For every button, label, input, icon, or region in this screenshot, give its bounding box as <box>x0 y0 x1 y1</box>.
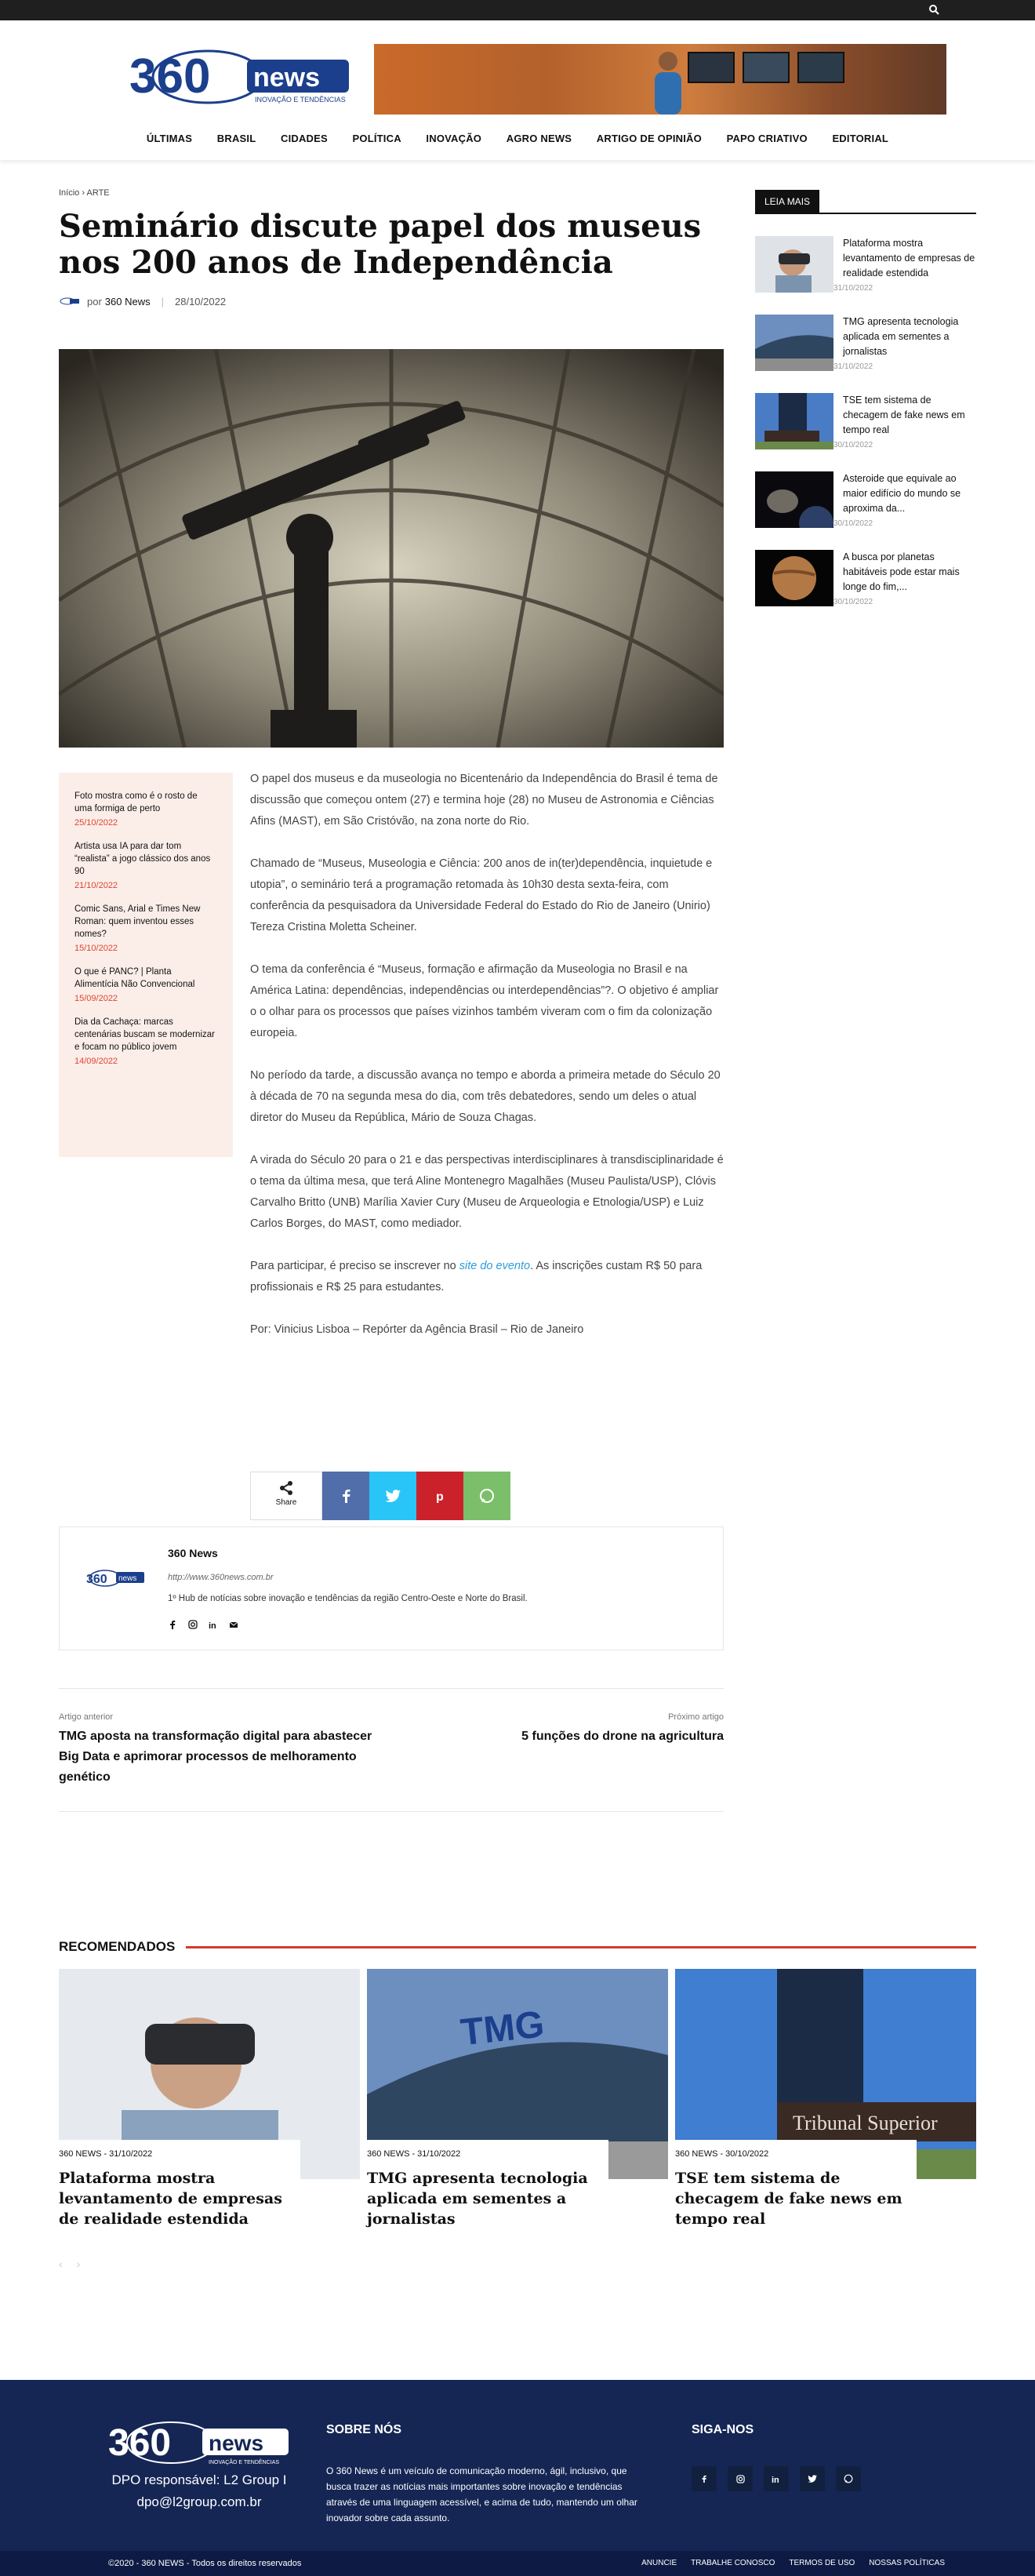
twitter-icon <box>808 2475 817 2483</box>
presenter-image <box>648 44 688 115</box>
post-navigation <box>59 1688 724 1812</box>
author-logo[interactable] <box>83 1566 146 1590</box>
svg-text:360: 360 <box>86 1573 107 1586</box>
screen-image <box>688 52 735 83</box>
article-title: Seminário discute papel dos museus nos 200 anos de Independência <box>59 208 702 281</box>
related-item[interactable] <box>74 1016 217 1066</box>
nav-item-agro-news[interactable]: AGRO NEWS <box>506 133 572 144</box>
sidebar-read-more <box>755 190 976 606</box>
article-signature: Por: Vinicius Lisboa – Repórter da Agência Brasil – Rio de Janeiro <box>250 1323 584 1336</box>
related-item[interactable] <box>74 790 217 828</box>
sidebar-item-date: 30/10/2022 <box>833 598 873 606</box>
share-facebook-button[interactable] <box>322 1472 369 1520</box>
article-meta <box>59 293 724 309</box>
next-article-link[interactable]: 5 funções do drone na agricultura <box>521 1730 724 1743</box>
site-footer <box>0 2380 1035 2576</box>
sidebar-item-title[interactable]: Asteroide que equivale ao maior edifício do mundo se aproxima da... <box>843 473 961 514</box>
linkedin-icon[interactable] <box>209 1620 218 1629</box>
related-item-title[interactable]: Foto mostra como é o rosto de uma formiga de perto <box>74 791 198 813</box>
footer-links <box>641 2559 945 2567</box>
share-twitter-button[interactable] <box>369 1472 416 1520</box>
carousel-nav <box>59 2258 976 2270</box>
sidebar-item-title[interactable]: A busca por planetas habitáveis pode estar mais longe do fim,... <box>843 551 960 592</box>
footer-dpo <box>108 2469 290 2513</box>
sidebar-item-title[interactable]: TMG apresenta tecnologia aplicada em sementes a jornalistas <box>843 316 959 357</box>
sidebar-item[interactable] <box>755 393 976 449</box>
sidebar-item-date: 30/10/2022 <box>833 519 873 528</box>
breadcrumb-home[interactable]: Início <box>59 188 80 198</box>
svg-text:news: news <box>253 63 321 93</box>
related-item[interactable] <box>74 966 217 1003</box>
hero-image-telescope <box>59 349 724 748</box>
article-date: 28/10/2022 <box>175 295 227 307</box>
svg-text:INOVAÇÃO E TENDÊNCIAS: INOVAÇÃO E TENDÊNCIAS <box>209 2460 279 2465</box>
dpo-email[interactable]: dpo@l2group.com.br <box>136 2494 262 2509</box>
author-name[interactable]: 360 News <box>168 1547 218 1559</box>
related-item[interactable] <box>74 903 217 953</box>
author-box <box>59 1526 724 1650</box>
share-counter[interactable] <box>250 1472 322 1520</box>
thumb-vr-headset[interactable] <box>755 236 833 293</box>
breadcrumb <box>59 188 724 198</box>
recommended-heading-label: RECOMENDADOS <box>59 1939 176 1954</box>
screen-image <box>743 52 790 83</box>
svg-text:news: news <box>209 2431 264 2455</box>
nav-item-inovacao[interactable]: INOVAÇÃO <box>426 133 482 144</box>
svg-text:in: in <box>772 2476 779 2483</box>
card-meta: 360 NEWS - 30/10/2022 <box>675 2149 769 2159</box>
thumb-asteroid[interactable] <box>755 471 833 528</box>
card-label <box>59 2140 300 2229</box>
author-social-links <box>168 1620 238 1629</box>
svg-text:TMG: TMG <box>459 2003 547 2054</box>
nav-item-papo-criativo[interactable]: PAPO CRIATIVO <box>726 133 808 144</box>
carousel-next-icon[interactable]: › <box>76 2258 95 2270</box>
article-main <box>59 188 724 1784</box>
svg-text:in: in <box>209 1621 216 1629</box>
svg-text:360: 360 <box>108 2422 172 2464</box>
prev-article-label: Artigo anterior <box>59 1712 114 1722</box>
meta-divider: | <box>161 295 164 307</box>
related-item-title[interactable]: O que é PANC? | Planta Alimentícia Não Convencional <box>74 967 195 989</box>
sidebar-item[interactable] <box>755 315 976 371</box>
footer-linkedin-button[interactable] <box>764 2466 789 2491</box>
breadcrumb-category[interactable]: ARTE <box>86 188 110 198</box>
nav-item-editorial[interactable]: EDITORIAL <box>832 133 889 144</box>
thumb-tse-building[interactable] <box>755 393 833 449</box>
related-item[interactable] <box>74 840 217 890</box>
related-item-date: 21/10/2022 <box>74 881 118 890</box>
author-description: 1º Hub de notícias sobre inovação e tendências da região Centro-Oeste e Norte do Brasil. <box>168 1594 528 1603</box>
svg-text:news: news <box>118 1574 137 1583</box>
svg-text:Tribunal Superior: Tribunal Superior <box>793 2112 938 2134</box>
footer-social-icons <box>692 2466 861 2491</box>
share-pinterest-button[interactable] <box>416 1472 463 1520</box>
heading-rule <box>186 1946 976 1948</box>
footer-twitter-button[interactable] <box>800 2466 825 2491</box>
share-icon <box>278 1480 294 1496</box>
whatsapp-icon <box>844 2474 853 2483</box>
by-label: por <box>87 295 102 307</box>
article-paragraph: A virada do Século 20 para o 21 e das perspectivas interdisciplinares à transdisciplinaridade é o tema da última mesa, que terá Aline Montenegro Magalhães (Museu Paulista/USP), Clóvis Carvalho Britto (UNB) Marília Xavier Cury (Museu de Arqueologia e Etnologia/USP) e Luiz Carlos Borges, do MAST, como mediador. <box>250 1154 724 1230</box>
recommended-heading <box>59 1939 976 1955</box>
screen-image <box>797 52 844 83</box>
share-whatsapp-button[interactable] <box>463 1472 510 1520</box>
card-title[interactable]: TSE tem sistema de checagem de fake news em tempo real <box>675 2170 902 2228</box>
related-item-title[interactable]: Dia da Cachaça: marcas centenárias buscam se modernizar e focam no público jovem <box>74 1017 215 1052</box>
site-header <box>0 20 1035 160</box>
footer-whatsapp-button[interactable] <box>836 2466 861 2491</box>
nav-item-brasil[interactable]: BRASIL <box>216 133 256 144</box>
footer-about-heading: SOBRE NÓS <box>326 2423 402 2436</box>
card-title[interactable]: TMG apresenta tecnologia aplicada em sementes a jornalistas <box>367 2170 588 2228</box>
recommended-card[interactable] <box>675 1969 976 2228</box>
card-label <box>367 2140 608 2229</box>
copyright: ©2020 - 360 NEWS - Todos os direitos reservados <box>108 2559 302 2568</box>
footer-bottom-bar <box>0 2551 1035 2576</box>
thumb-planet[interactable] <box>755 550 833 606</box>
dpo-responsible: DPO responsável: L2 Group I <box>111 2472 287 2487</box>
breadcrumb-separator: › <box>82 188 85 198</box>
twitter-icon <box>385 1490 401 1502</box>
related-item-title[interactable]: Comic Sans, Arial e Times New Roman: quem inventou esses nomes? <box>74 904 201 939</box>
search-icon[interactable] <box>928 4 939 15</box>
sidebar-item-date: 31/10/2022 <box>833 284 873 293</box>
linkedin-icon <box>772 2474 781 2483</box>
ad-banner[interactable] <box>374 44 946 115</box>
article-body <box>250 769 724 1362</box>
mail-icon[interactable] <box>229 1620 238 1629</box>
paragraph-text: . As inscrições custam R$ 50 para profissionais e R$ 25 para estudantes. <box>250 1260 703 1293</box>
footer-about-text: O 360 News é um veículo de comunicação moderno, ágil, inclusivo, que busca trazer as notícias mais importantes sobre inovação e tendências através de uma linguagem acessível, e acima de tudo, mantendo um olhar inovador sobre cada assunto. <box>326 2465 637 2523</box>
thumb-tmg-building[interactable] <box>755 315 833 371</box>
sidebar-heading <box>755 190 976 214</box>
author-link[interactable]: 360 News <box>104 295 151 307</box>
sidebar-heading-label: LEIA MAIS <box>755 190 819 213</box>
recommended-section <box>59 1939 976 2270</box>
prev-article-link[interactable]: TMG aposta na transformação digital para abastecer Big Data e aprimorar processos de melhoramento genético <box>59 1730 372 1784</box>
sidebar-item-date: 30/10/2022 <box>833 441 873 449</box>
paragraph-text: Para participar, é preciso se inscrever no <box>250 1260 459 1272</box>
related-item-date: 15/09/2022 <box>74 994 118 1003</box>
recommended-card[interactable] <box>367 1969 668 2228</box>
svg-text:p: p <box>436 1490 444 1503</box>
author-url[interactable]: http://www.360news.com.br <box>168 1573 274 1582</box>
related-articles-box <box>59 773 233 1157</box>
footer-logo[interactable] <box>108 2419 290 2466</box>
article-paragraph: No período da tarde, a discussão avança no tempo e aborda a primeira metade do Século 20 à década de 70 na segunda mesa do dia, com três debatedores, sendo um deles o atual diretor do Museu da República, Mário de Souza Chagas. <box>250 1069 721 1124</box>
footer-link-termos-de-uso[interactable]: TERMOS DE USO <box>789 2559 855 2567</box>
svg-text:360: 360 <box>129 49 211 104</box>
article-paragraph: Chamado de “Museus, Museologia e Ciência: 200 anos de in(ter)dependência, inquietude e utopia”, o seminário terá a programação retomada às 10h30 desta sexta-feira, com conferência da pesquisadora da Universidade Federal do Estado do Rio de Janeiro (Unirio) Tereza Cristina Moletta Scheiner. <box>250 857 713 933</box>
pinterest-icon <box>434 1489 446 1503</box>
main-nav <box>0 133 1035 144</box>
carousel-prev-icon[interactable]: ‹ <box>59 2258 77 2270</box>
sidebar-item[interactable] <box>755 550 976 606</box>
instagram-icon[interactable] <box>188 1620 198 1629</box>
top-bar <box>0 0 1035 20</box>
related-item-date: 25/10/2022 <box>74 818 118 828</box>
related-item-date: 14/09/2022 <box>74 1057 118 1066</box>
related-item-date: 15/10/2022 <box>74 944 118 953</box>
nav-item-ultimas[interactable]: ÚLTIMAS <box>146 133 193 144</box>
recommended-card[interactable] <box>59 1969 360 2228</box>
footer-link-trabalhe-conosco[interactable]: TRABALHE CONOSCO <box>691 2559 775 2567</box>
instagram-icon <box>736 2475 745 2483</box>
footer-facebook-button[interactable] <box>692 2466 717 2491</box>
article-paragraph <box>250 1256 724 1298</box>
footer-follow-heading: SIGA-NOS <box>692 2423 754 2436</box>
event-site-link[interactable]: site do evento <box>459 1260 531 1272</box>
card-title[interactable]: Plataforma mostra levantamento de empresas de realidade estendida <box>59 2170 282 2228</box>
nav-item-artigo-de-opiniao[interactable]: ARTIGO DE OPINIÃO <box>596 133 702 144</box>
facebook-icon <box>700 2474 708 2483</box>
author-avatar[interactable] <box>59 297 79 306</box>
card-meta: 360 NEWS - 31/10/2022 <box>59 2149 153 2159</box>
sidebar-item-title[interactable]: Plataforma mostra levantamento de empresas de realidade estendida <box>843 238 975 278</box>
nav-item-cidades[interactable]: CIDADES <box>280 133 328 144</box>
facebook-icon <box>340 1489 351 1503</box>
sidebar-item-title[interactable]: TSE tem sistema de checagem de fake news em tempo real <box>843 395 965 435</box>
facebook-icon[interactable] <box>168 1620 177 1629</box>
footer-link-anuncie[interactable]: ANUNCIE <box>641 2559 677 2567</box>
share-bar <box>250 1472 510 1520</box>
article-paragraph: O papel dos museus e da museologia no Bicentenário da Independência do Brasil é tema de discussão que começou ontem (27) e termina hoje (28) no Museu de Astronomia e Ciências Afins (MAST), em São Cristóvão, na zona norte do Rio. <box>250 773 718 828</box>
share-label: Share <box>275 1498 297 1507</box>
next-article-label: Próximo artigo <box>668 1712 724 1722</box>
nav-item-politica[interactable]: POLÍTICA <box>352 133 401 144</box>
related-item-title[interactable]: Artista usa IA para dar tom “realista” a jogo clássico dos anos 90 <box>74 842 211 876</box>
svg-text:INOVAÇÃO E TENDÊNCIAS: INOVAÇÃO E TENDÊNCIAS <box>255 96 346 104</box>
recommended-cards <box>59 1969 976 2228</box>
card-meta: 360 NEWS - 31/10/2022 <box>367 2149 461 2159</box>
footer-instagram-button[interactable] <box>728 2466 753 2491</box>
sidebar-item[interactable] <box>755 236 976 293</box>
article-paragraph: O tema da conferência é “Museus, formação e afirmação da Museologia no Brasil e na América Latina: dependências, independências ou interdependências”?. O objetivo é ampliar o o olhar para os processos que países vizinhos também viveram com o fim da colonização europeia. <box>250 963 719 1039</box>
sidebar-item-date: 31/10/2022 <box>833 362 873 371</box>
site-logo[interactable] <box>129 45 353 108</box>
sidebar-item[interactable] <box>755 471 976 528</box>
footer-link-nossas-politicas[interactable]: NOSSAS POLÍTICAS <box>869 2559 945 2567</box>
whatsapp-icon <box>479 1488 495 1504</box>
card-label <box>675 2140 917 2229</box>
